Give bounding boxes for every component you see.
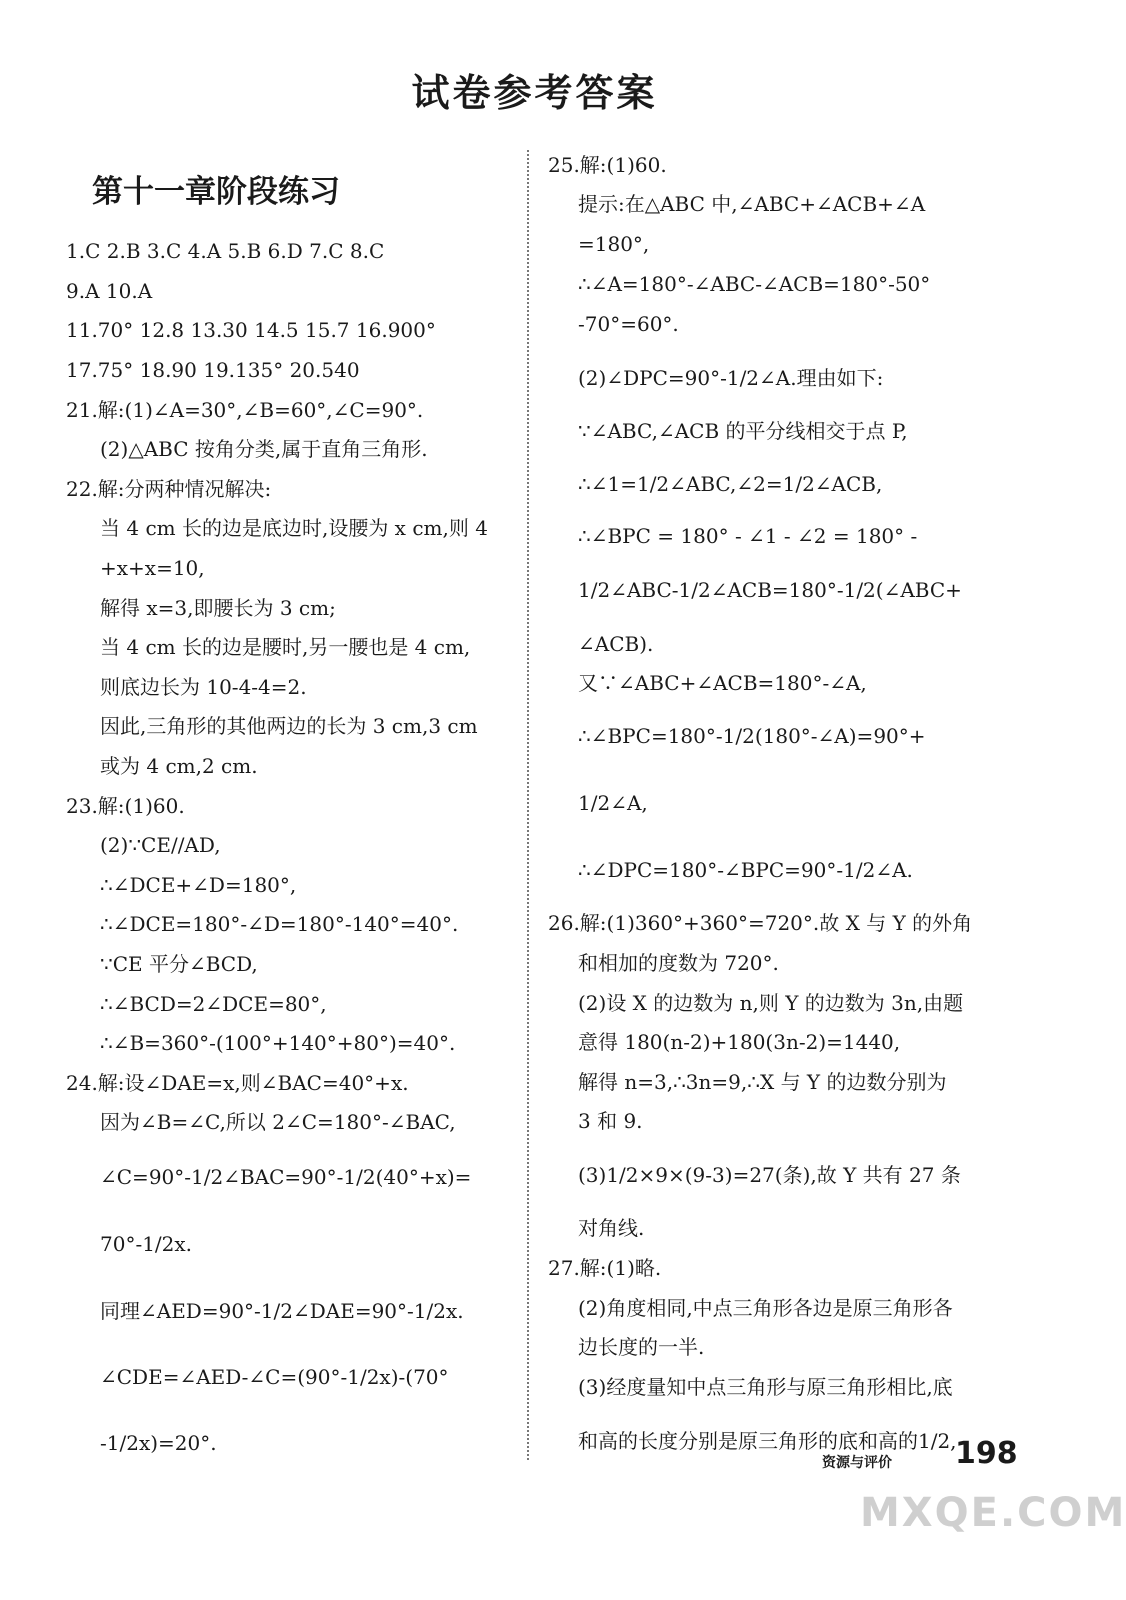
- answer-line: (3)经度量知中点三角形与原三角形相比,底: [578, 1375, 953, 1399]
- answer-line: 同理∠AED=90°-1/2∠DAE=90°-1/2x.: [100, 1299, 464, 1323]
- answer-line: 3 和 9.: [578, 1109, 643, 1133]
- answer-line: 意得 180(n-2)+180(3n-2)=1440,: [578, 1030, 901, 1054]
- answer-line: (2)∠DPC=90°-1/2∠A.理由如下:: [578, 366, 884, 390]
- answer-line: 解得 x=3,即腰长为 3 cm;: [100, 596, 336, 620]
- answer-line: 提示:在△ABC 中,∠ABC+∠ACB+∠A: [578, 192, 926, 216]
- answer-line: 1.C 2.B 3.C 4.A 5.B 6.D 7.C 8.C: [66, 239, 385, 263]
- answer-line: 17.75° 18.90 19.135° 20.540: [66, 358, 360, 382]
- answer-line: (2)设 X 的边数为 n,则 Y 的边数为 3n,由题: [578, 991, 964, 1015]
- answer-line: ∠CDE=∠AED-∠C=(90°-1/2x)-(70°: [100, 1365, 449, 1389]
- answer-line: 则底边长为 10-4-4=2.: [100, 675, 307, 699]
- page-number: 198: [955, 1436, 1018, 1471]
- section-title: 第十一章阶段练习: [92, 174, 340, 210]
- answer-line: (2)△ABC 按角分类,属于直角三角形.: [100, 437, 428, 461]
- answer-line: 又∵∠ABC+∠ACB=180°-∠A,: [578, 671, 867, 695]
- answer-line: -1/2x)=20°.: [100, 1431, 217, 1455]
- answer-line: ∵∠ABC,∠ACB 的平分线相交于点 P,: [578, 419, 908, 443]
- footer-brand: 资源与评价: [822, 1455, 892, 1471]
- answer-line: ∠C=90°-1/2∠BAC=90°-1/2(40°+x)=: [100, 1165, 472, 1189]
- answer-line: 9.A 10.A: [66, 279, 153, 303]
- watermark: MXQE.COM: [860, 1490, 1126, 1536]
- answer-line: ∴∠BPC = 180° - ∠1 - ∠2 = 180° -: [578, 524, 918, 548]
- answer-line: ∴∠BCD=2∠DCE=80°,: [100, 992, 327, 1016]
- answer-line: ∴∠A=180°-∠ABC-∠ACB=180°-50°: [578, 272, 931, 296]
- answer-line: 边长度的一半.: [578, 1335, 705, 1359]
- answer-line: +x+x=10,: [100, 556, 205, 580]
- answer-line: ∴∠DCE=180°-∠D=180°-140°=40°.: [100, 912, 459, 936]
- answer-line: -70°=60°.: [578, 312, 679, 336]
- answer-line: =180°,: [578, 232, 650, 256]
- answer-line: 或为 4 cm,2 cm.: [100, 754, 258, 778]
- answer-line: ∴∠DPC=180°-∠BPC=90°-1/2∠A.: [578, 858, 913, 882]
- answer-line: 27.解:(1)略.: [548, 1256, 662, 1280]
- answer-line: (2)角度相同,中点三角形各边是原三角形各: [578, 1296, 953, 1320]
- answer-line: 当 4 cm 长的边是腰时,另一腰也是 4 cm,: [100, 635, 471, 659]
- answer-line: ∴∠DCE+∠D=180°,: [100, 873, 297, 897]
- page-title: 试卷参考答案: [411, 71, 658, 115]
- answer-line: 1/2∠A,: [578, 791, 648, 815]
- answer-line: ∴∠BPC=180°-1/2(180°-∠A)=90°+: [578, 724, 926, 748]
- answer-line: 23.解:(1)60.: [66, 794, 185, 818]
- answer-line: 1/2∠ABC-1/2∠ACB=180°-1/2(∠ABC+: [578, 578, 962, 602]
- answer-line: 因为∠B=∠C,所以 2∠C=180°-∠BAC,: [100, 1110, 456, 1134]
- column-divider: [527, 150, 529, 1460]
- answer-line: 70°-1/2x.: [100, 1232, 193, 1256]
- answer-line: 11.70° 12.8 13.30 14.5 15.7 16.900°: [66, 318, 436, 342]
- answer-line: 当 4 cm 长的边是底边时,设腰为 x cm,则 4: [100, 516, 488, 540]
- answer-line: 26.解:(1)360°+360°=720°.故 X 与 Y 的外角: [548, 911, 973, 935]
- answer-line: 25.解:(1)60.: [548, 153, 667, 177]
- answer-line: 和相加的度数为 720°.: [578, 951, 779, 975]
- answer-line: 21.解:(1)∠A=30°,∠B=60°,∠C=90°.: [66, 398, 424, 422]
- answer-line: 解得 n=3,∴3n=9,∴X 与 Y 的边数分别为: [578, 1070, 947, 1094]
- answer-line: (2)∵CE//AD,: [100, 833, 221, 857]
- answer-line: 和高的长度分别是原三角形的底和高的1/2,: [578, 1429, 957, 1453]
- answer-line: 22.解:分两种情况解决:: [66, 477, 272, 501]
- answer-line: 24.解:设∠DAE=x,则∠BAC=40°+x.: [66, 1071, 409, 1095]
- answer-line: 因此,三角形的其他两边的长为 3 cm,3 cm: [100, 714, 478, 738]
- answer-line: ∴∠1=1/2∠ABC,∠2=1/2∠ACB,: [578, 472, 883, 496]
- answer-line: 对角线.: [578, 1216, 645, 1240]
- answer-line: (3)1/2×9×(9-3)=27(条),故 Y 共有 27 条: [578, 1163, 961, 1187]
- answer-line: ∴∠B=360°-(100°+140°+80°)=40°.: [100, 1031, 456, 1055]
- answer-line: ∵CE 平分∠BCD,: [100, 952, 258, 976]
- answer-line: ∠ACB).: [578, 632, 654, 656]
